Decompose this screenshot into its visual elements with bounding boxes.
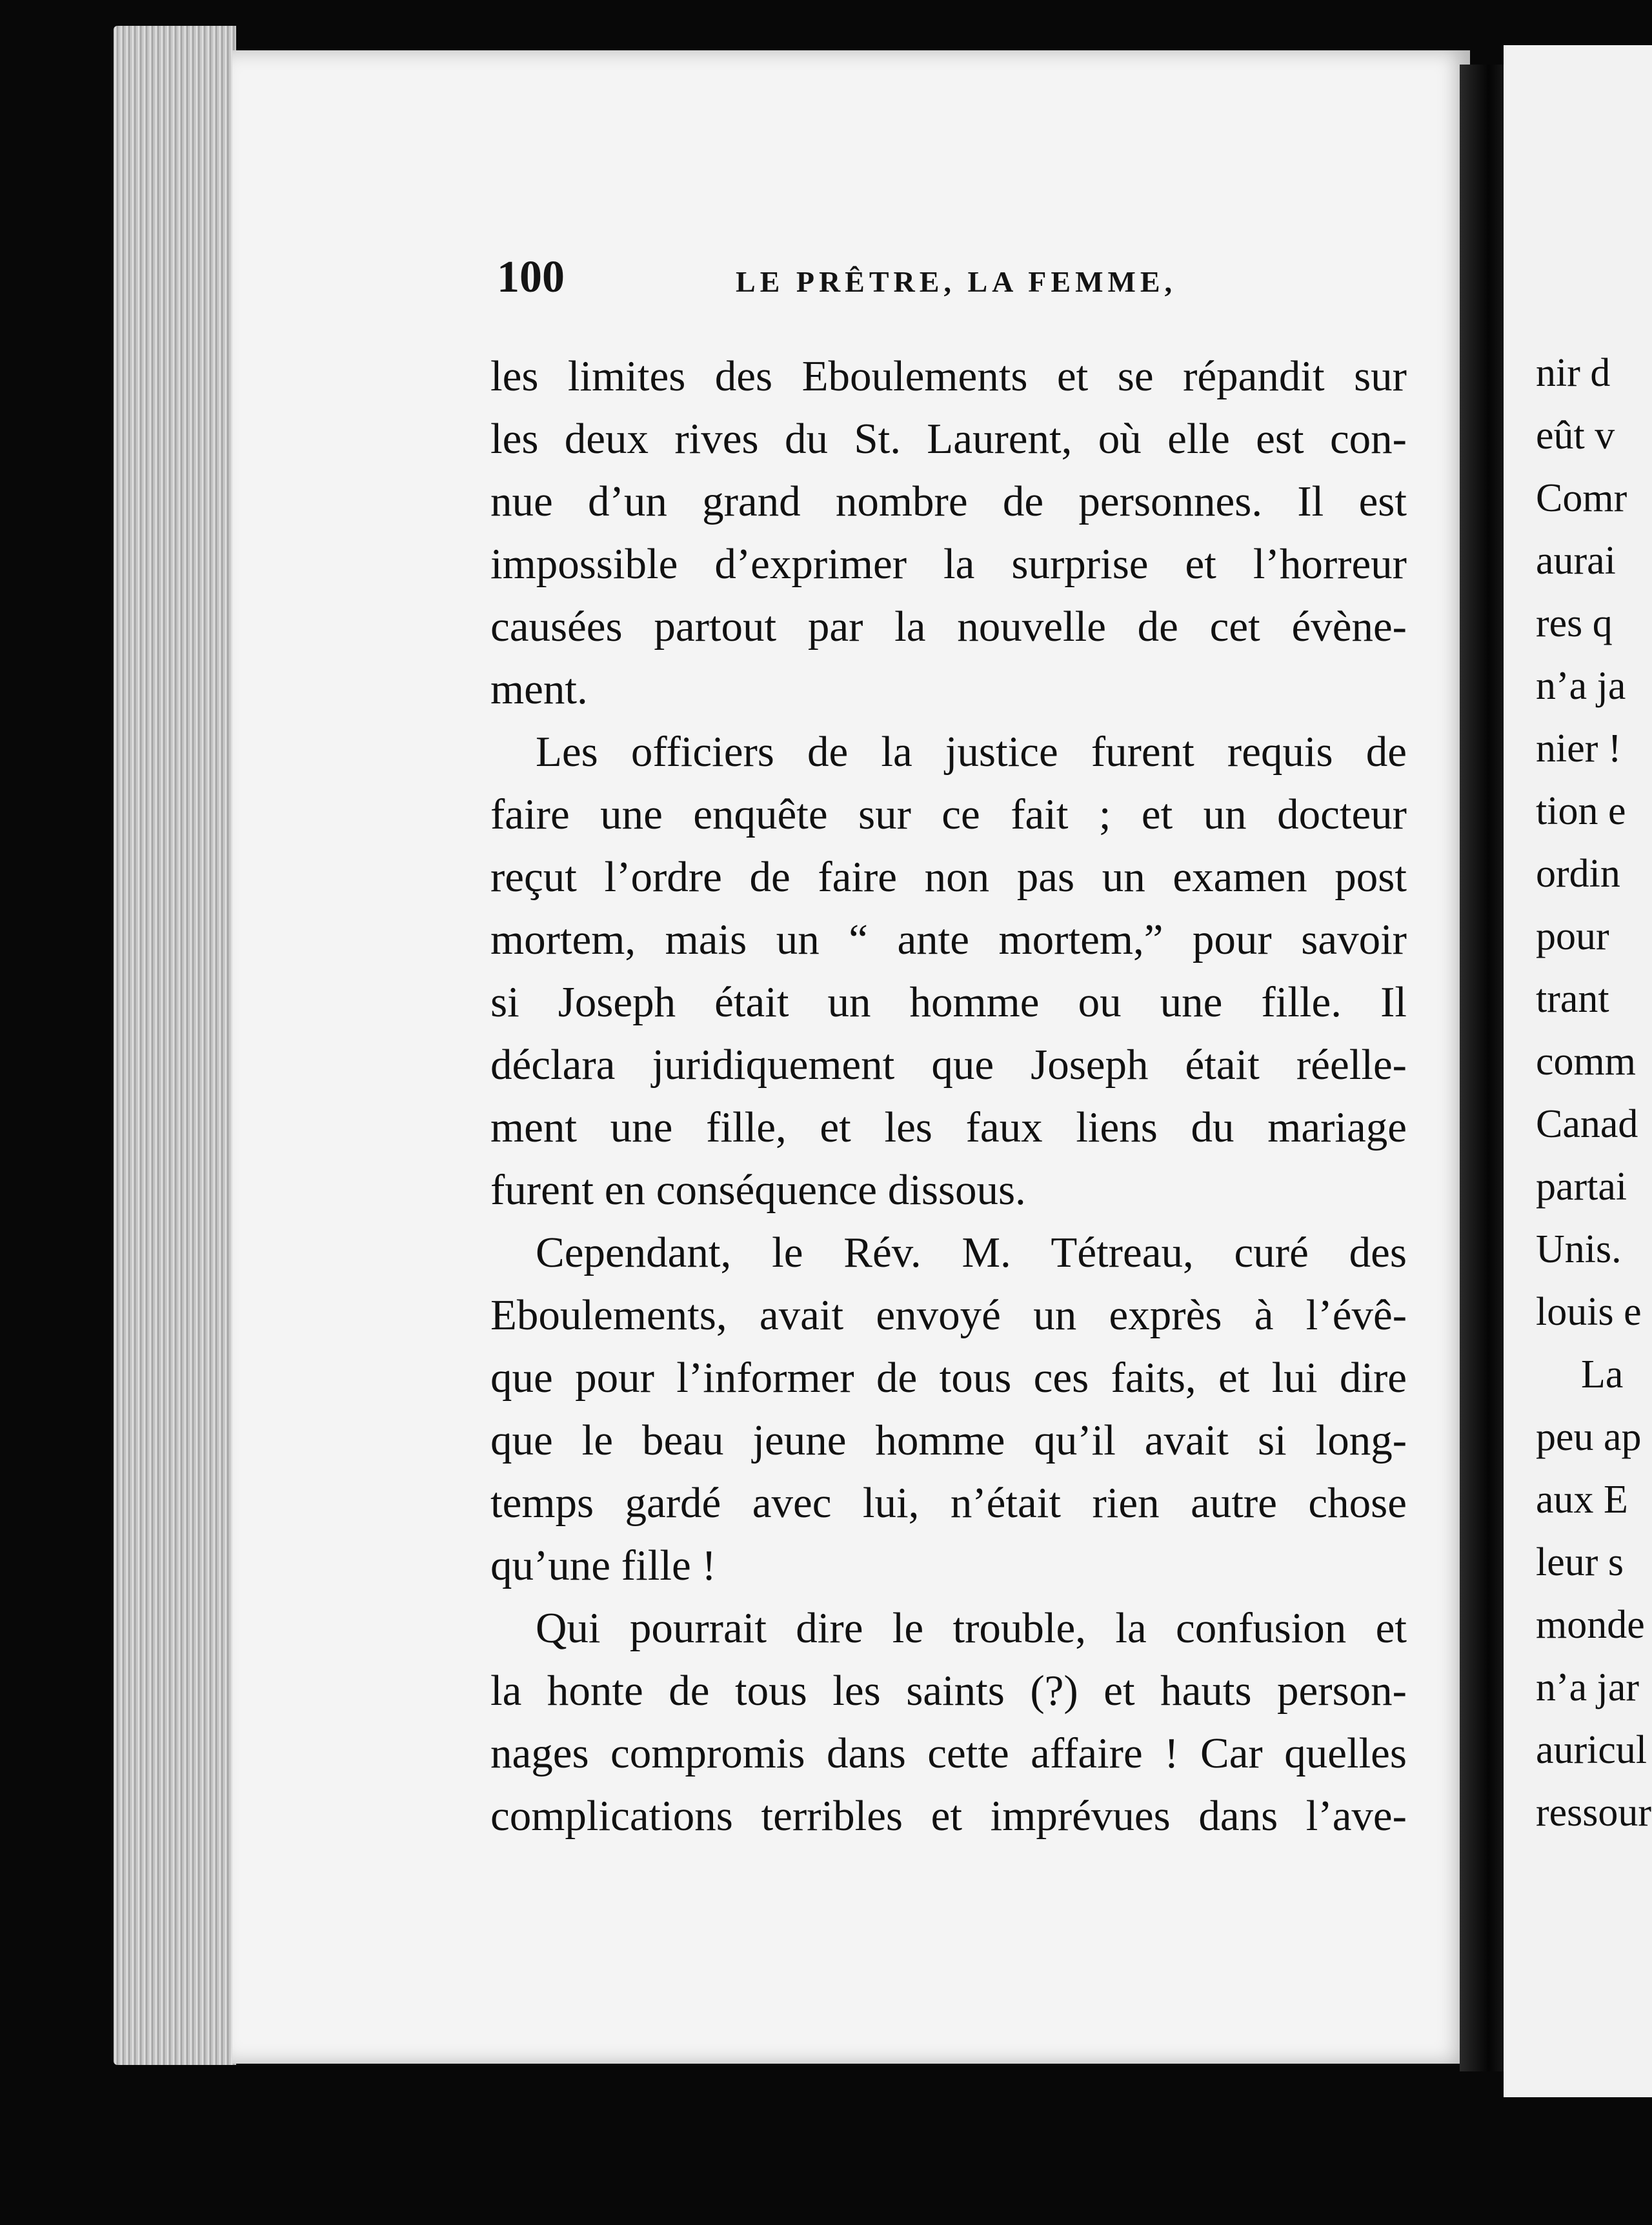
text-line: les limites des Eboulements et se répandit sur: [490, 352, 1407, 400]
text-line: La: [1581, 1353, 1624, 1396]
book-page-edges: [114, 26, 236, 2065]
text-line: nir d: [1536, 351, 1611, 395]
page-number: 100: [497, 252, 565, 302]
text-line: Eboulements, avait envoyé un exprès à l’évê-: [490, 1291, 1407, 1339]
text-line: aurai: [1536, 539, 1616, 583]
text-line: louis e: [1536, 1290, 1642, 1334]
running-head: [497, 248, 1400, 326]
text-line: Les officiers de la justice furent requis de: [536, 728, 1407, 776]
text-line: que pour l’informer de tous ces faits, et lui dire: [490, 1354, 1407, 1402]
book-gutter: [1460, 65, 1508, 2071]
text-line: aux E: [1536, 1478, 1628, 1522]
text-line: faire une enquête sur ce fait ; et un docteur: [490, 790, 1407, 838]
text-line: la honte de tous les saints (?) et hauts person-: [490, 1667, 1407, 1715]
text-line: nier !: [1536, 727, 1622, 770]
text-line: reçut l’ordre de faire non pas un examen post: [490, 853, 1407, 901]
text-line: qu’une fille !: [490, 1542, 716, 1589]
text-line: Qui pourrait dire le trouble, la confusion et: [536, 1604, 1407, 1652]
text-line: si Joseph était un homme ou une fille. Il: [490, 978, 1407, 1026]
text-line: ressour: [1536, 1791, 1652, 1835]
text-line: ordin: [1536, 852, 1620, 896]
text-line: ment.: [490, 665, 588, 713]
text-line: leur s: [1536, 1540, 1624, 1584]
text-line: peu ap: [1536, 1415, 1642, 1459]
text-line: nue d’un grand nombre de personnes. Il est: [490, 478, 1407, 525]
text-line: impossible d’exprimer la surprise et l’horreur: [490, 540, 1407, 588]
text-line: temps gardé avec lui, n’était rien autre chose: [490, 1479, 1407, 1527]
text-line: eût v: [1536, 414, 1615, 458]
text-line: trant: [1536, 977, 1609, 1021]
text-line: les deux rives du St. Laurent, où elle est con-: [490, 415, 1407, 463]
text-line: mortem, mais un “ ante mortem,” pour savoir: [490, 916, 1407, 963]
text-line: nages compromis dans cette affaire ! Car quelles: [490, 1729, 1407, 1777]
running-title: LE PRÊTRE, LA FEMME,: [736, 265, 1177, 298]
text-line: complications terribles et imprévues dans l’ave-: [490, 1792, 1407, 1840]
text-line: tion e: [1536, 789, 1626, 833]
text-line: n’a ja: [1536, 664, 1626, 708]
text-line: n’a jar: [1536, 1666, 1640, 1709]
text-line: Comr: [1536, 476, 1627, 520]
text-line: Canad: [1536, 1102, 1638, 1146]
text-line: pour: [1536, 914, 1609, 958]
text-line: déclara juridiquement que Joseph était réelle-: [490, 1041, 1407, 1089]
text-line: monde: [1536, 1603, 1645, 1647]
text-line: Unis.: [1536, 1227, 1622, 1271]
text-line: comm: [1536, 1040, 1636, 1083]
right-page-text: [1536, 342, 1652, 1844]
text-line: partai: [1536, 1165, 1627, 1209]
text-line: furent en conséquence dissous.: [490, 1166, 1026, 1214]
text-line: ment une fille, et les faux liens du mariage: [490, 1103, 1407, 1151]
left-page-text: [490, 345, 1407, 1847]
text-line: Cependant, le Rév. M. Tétreau, curé des: [536, 1229, 1407, 1276]
text-line: causées partout par la nouvelle de cet évène-: [490, 603, 1407, 650]
text-line: res q: [1536, 601, 1613, 645]
text-line: auricul: [1536, 1728, 1647, 1772]
text-line: que le beau jeune homme qu’il avait si long-: [490, 1416, 1407, 1464]
